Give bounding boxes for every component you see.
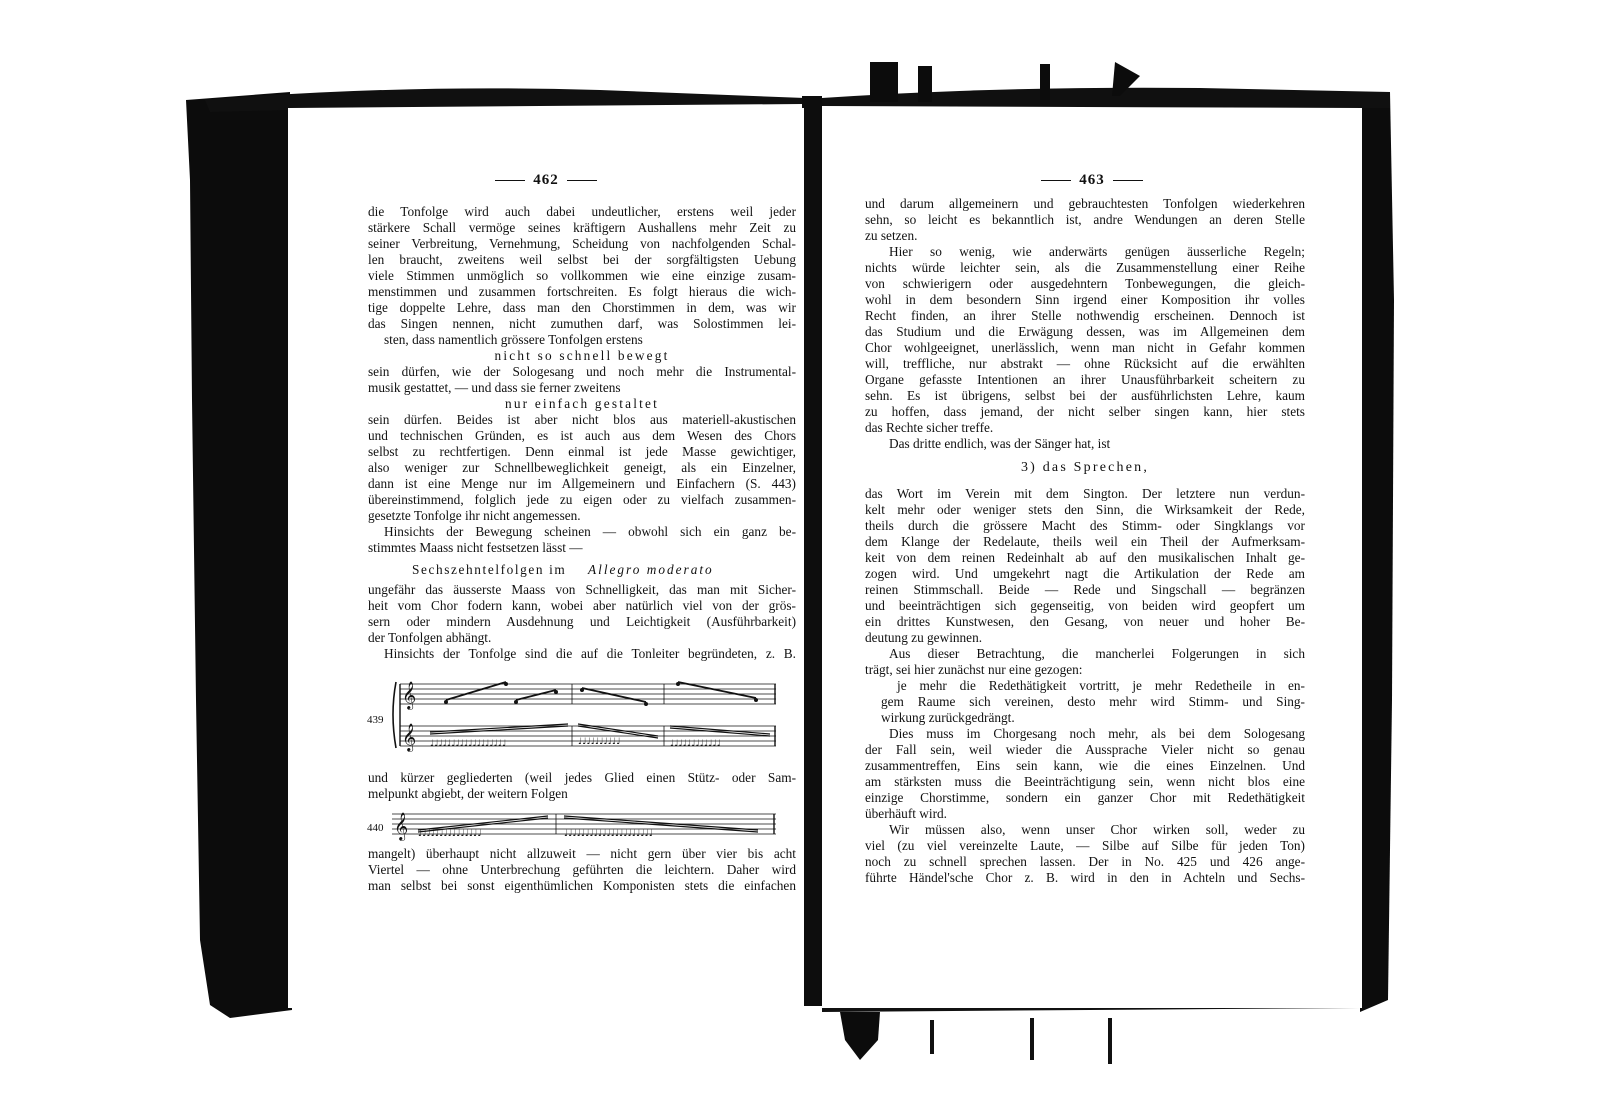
right-page (822, 108, 1362, 1008)
text-line: übereinstimmend, folglich jede zu eigen oder zu vielfach zusammen- (368, 492, 796, 507)
text-line: ein drittes Kunstwesen, den Gesang, von neuer und hoher Be- (865, 614, 1305, 629)
text-line: sten, dass namentlich grössere Tonfolgen erstens (384, 332, 643, 347)
text-line: sern oder mindern Ausdehnung und Leichtigkeit (Ausführbarkeit) (368, 614, 796, 629)
text-line: überhäuft wird. (865, 806, 947, 821)
svg-text:♩♩♩♩♩♩♩♩♩♩♩♩♩♩♩♩♩♩: ♩♩♩♩♩♩♩♩♩♩♩♩♩♩♩♩♩♩ (430, 739, 507, 749)
text-line: sein dürfen, wie der Sologesang und noch mehr die Instrumental- (368, 364, 796, 379)
text-line: zu hoffen, dass jemand, der nicht selber singen kann, hier stets (865, 404, 1305, 419)
spine-gutter (802, 96, 822, 1006)
text-line: das Singen nennen, nicht zumuthen darf, was Solostimmen lei- (368, 316, 796, 331)
text-line: musik gestattet, — und dass sie ferner zweitens (368, 380, 621, 395)
text-line: die Tonfolge wird auch dabei undeutlicher, erstens weil jeder (368, 204, 796, 219)
example-number: 439 (367, 714, 384, 726)
text-line: selbst zu rechtfertigen. Denn einmal ist jede Masse gewichtiger, (368, 444, 796, 459)
text-line: der Tonfolgen abhängt. (368, 630, 492, 645)
bookmark-tab (870, 62, 898, 102)
text-line: Hier so wenig, wie anderwärts genügen äusserliche Regeln; (889, 244, 1305, 259)
svg-text:♩♩♩♩♩♩♩♩♩♩♩♩: ♩♩♩♩♩♩♩♩♩♩♩♩ (670, 739, 721, 749)
page-number-left: 462 (288, 172, 804, 188)
text-line: stärkere Schall vermöge seines kräftigern Aushallens mehr Zeit zu (368, 220, 796, 235)
text-line: ungefähr das äusserste Maass von Schnelligkeit, das man mit Sicher- (368, 582, 796, 597)
text-line: len braucht, zweitens weil selbst bei der sorgfältigsten Uebung (368, 252, 796, 267)
text-line: gesetzte Tonfolge ihr nicht angemessen. (368, 508, 581, 523)
page-number-right: 463 (822, 172, 1362, 188)
left-binding-edge (186, 92, 292, 1018)
text-line: dann ist eine Menge nur im Allgemeinern und Einfachern (S. 443) (368, 476, 796, 491)
svg-text:𝄞: 𝄞 (394, 812, 409, 840)
text-line: Hinsichts der Bewegung scheinen — obwohl sich ein ganz be- (384, 524, 796, 539)
text-line: Viertel — ohne Unterbrechung geführten die leichtern. Daher wird (368, 862, 796, 877)
text-line: noch zu schnell sprechen lassen. Der in No. 425 und 426 ange- (865, 854, 1305, 869)
text-line: zu setzen. (865, 228, 918, 243)
text-line: heit vom Chor fodern kann, wobei aber natürlich viel von der grös- (368, 598, 796, 613)
music-example-439 (386, 676, 786, 760)
emphasis-line: Sechszehntelfolgen im (412, 562, 567, 577)
text-line: viel (zu viel vereinzelte Laute, — Silbe auf Silbe für jeden Ton) (865, 838, 1305, 853)
bottom-debris (840, 1012, 880, 1060)
emphasis-line: nicht so schnell bewegt (494, 348, 670, 363)
right-binding-edge (1360, 92, 1394, 1012)
svg-text:♩♩♩♩♩♩♩♩♩♩♩♩♩♩♩: ♩♩♩♩♩♩♩♩♩♩♩♩♩♩♩ (418, 829, 482, 839)
text-line: und kürzer gegliederten (weil jedes Glied einen Stütz- oder Sam- (368, 770, 796, 785)
text-line: das Wort im Verein mit dem Sington. Der letztere nun verdun- (865, 486, 1305, 501)
right-top-edge (822, 88, 1390, 108)
text-line: zogen wird. Und umgekehrt nagt die Artikulation der Rede am (865, 566, 1305, 581)
text-line: menstimmen und zusammen fortschreiten. Es folgt hieraus die wich- (368, 284, 796, 299)
text-line: kelt mehr oder weniger stets den Sinn, die Wirksamkeit der Rede, (865, 502, 1305, 517)
bottom-debris (1108, 1018, 1112, 1064)
text-line: von schwierigern oder ausgedehntern Tonbewegungen, die gleich- (865, 276, 1305, 291)
section-heading: 3) das Sprechen, (1020, 460, 1150, 475)
text-line: gem Raume sich vereinen, desto mehr wird Stimm- und Sing- (881, 694, 1305, 709)
svg-text:♩♩♩♩♩♩♩♩♩♩: ♩♩♩♩♩♩♩♩♩♩ (578, 737, 621, 747)
text-line: wohl in dem besondern Sinn irgend einer Komposition ihr volles (865, 292, 1305, 307)
text-line: je mehr die Redethätigkeit vortritt, je mehr Redetheile in en- (897, 678, 1305, 693)
text-line: und darum allgemeinern und gebrauchtesten Tonfolgen wiederkehren (865, 196, 1305, 211)
text-line: der Fall sein, weil wieder die Aussprache Vieler nicht so genau (865, 742, 1305, 757)
text-line: das Rechte sicher treffe. (865, 420, 994, 435)
text-line: mangelt) überhaupt nicht allzuweit — nicht gern über vier bis acht (368, 846, 796, 861)
svg-text:𝄞: 𝄞 (402, 723, 417, 751)
text-line: also weniger zur Schnellbeweglichkeit geneigt, als ein Einzelner, (368, 460, 796, 475)
text-line: dem Klange der Redelaute, theils weil ein Theil der Aufmerksam- (865, 534, 1305, 549)
text-line: Aus dieser Betrachtung, die mancherlei Folgerungen in sich (889, 646, 1305, 661)
text-line: einzige Chorstimme, sondern ein ganzer Chor mit Redethätigkeit (865, 790, 1305, 805)
text-line: wirkung zurückgedrängt. (881, 710, 1015, 725)
svg-text:𝄞: 𝄞 (402, 681, 417, 709)
text-line: Chor wohlgeeignet, unerlässlich, wenn man nicht in Gefahr kommen (865, 340, 1305, 355)
text-line: sein dürfen. Beides ist aber nicht blos aus materiell-akustischen (368, 412, 796, 427)
text-line: man selbst bei sonst eigenthümlichen Komponisten stets die einfachen (368, 878, 796, 893)
bottom-debris (1030, 1018, 1034, 1060)
text-line: Wir müssen also, wenn unser Chor wirken soll, weder zu (889, 822, 1305, 837)
text-line: Das dritte endlich, was der Sänger hat, ist (889, 436, 1111, 451)
left-page (288, 108, 804, 1008)
text-line: und beeinträchtigen sich gegenseitig, von beiden wird geopfert um (865, 598, 1305, 613)
text-line: viele Stimmen unmöglich so vollkommen wie eine einzige zusam- (368, 268, 796, 283)
bottom-debris (930, 1020, 934, 1054)
text-line: theils durch die grössere Macht des Stimm- oder Singklangs vor (865, 518, 1305, 533)
text-line: Hinsichts der Tonfolge sind die auf die Tonleiter begründeten, z. B. (384, 646, 796, 661)
text-line: sehn, so leicht es bekanntlich ist, andre Wendungen an deren Stelle (865, 212, 1305, 227)
text-line: und technischen Gründen, es ist auch aus dem Wesen des Chors (368, 428, 796, 443)
example-number: 440 (367, 822, 384, 834)
music-example-440 (388, 804, 788, 844)
bookmark-tab (918, 66, 932, 102)
bookmark-tab (1040, 64, 1050, 100)
text-line: reinen Stimmschall. Beide — Rede und Singschall — begränzen (865, 582, 1305, 597)
text-line: deutung zu gewinnen. (865, 630, 983, 645)
text-line: nichts würde leichter sein, als die Zusammenstellung einer Reihe (865, 260, 1305, 275)
text-line: melpunkt abgiebt, der weitern Folgen (368, 786, 568, 801)
text-line: Recht finden, an ihrer Stelle nothwendig erscheinen. Dennoch ist (865, 308, 1305, 323)
svg-text:♩♩♩♩♩♩♩♩♩♩♩♩♩♩♩♩♩♩♩♩♩: ♩♩♩♩♩♩♩♩♩♩♩♩♩♩♩♩♩♩♩♩♩ (564, 829, 654, 839)
text-line: am stärksten muss die Beeinträchtigung sein, wenn nicht blos eine (865, 774, 1305, 789)
text-line: Dies muss im Chorgesang noch mehr, als bei dem Sologesang (889, 726, 1305, 741)
text-line: führte Händel'sche Chor z. B. wird in den in Achteln und Sechs- (865, 870, 1305, 885)
text-line: Organe gefasste Intentionen an ihrer Unausführbarkeit scheitern zu (865, 372, 1305, 387)
text-line: will, treffliche, nur abstrakt — ohne Rücksicht auf die erwählten (865, 356, 1305, 371)
emphasis-line: nur einfach gestaltet (504, 396, 659, 411)
text-line: keit von dem reinen Redeinhalt ab auf den musikalischen Inhalt ge- (865, 550, 1305, 565)
tempo-marking: Allegro moderato (588, 562, 714, 577)
text-line: seiner Verbreitung, Vernehmung, Scheidung von nachfolgenden Schal- (368, 236, 796, 251)
text-line: sehn. Es ist übrigens, selbst bei der ausführlichsten Lehre, kaum (865, 388, 1305, 403)
text-line: trägt, sei hier zunächst nur eine gezogen: (865, 662, 1083, 677)
text-line: das Studium und die Erwägung dessen, was im Allgemeinen dem (865, 324, 1305, 339)
text-line: zusammentreffen, Eins sein kann, wie die eines Einzelnen. Und (865, 758, 1305, 773)
text-line: tige doppelte Lehre, dass man den Chorstimmen in dem, was wir (368, 300, 796, 315)
text-line: stimmtes Maass nicht festsetzen lässt — (368, 540, 583, 555)
